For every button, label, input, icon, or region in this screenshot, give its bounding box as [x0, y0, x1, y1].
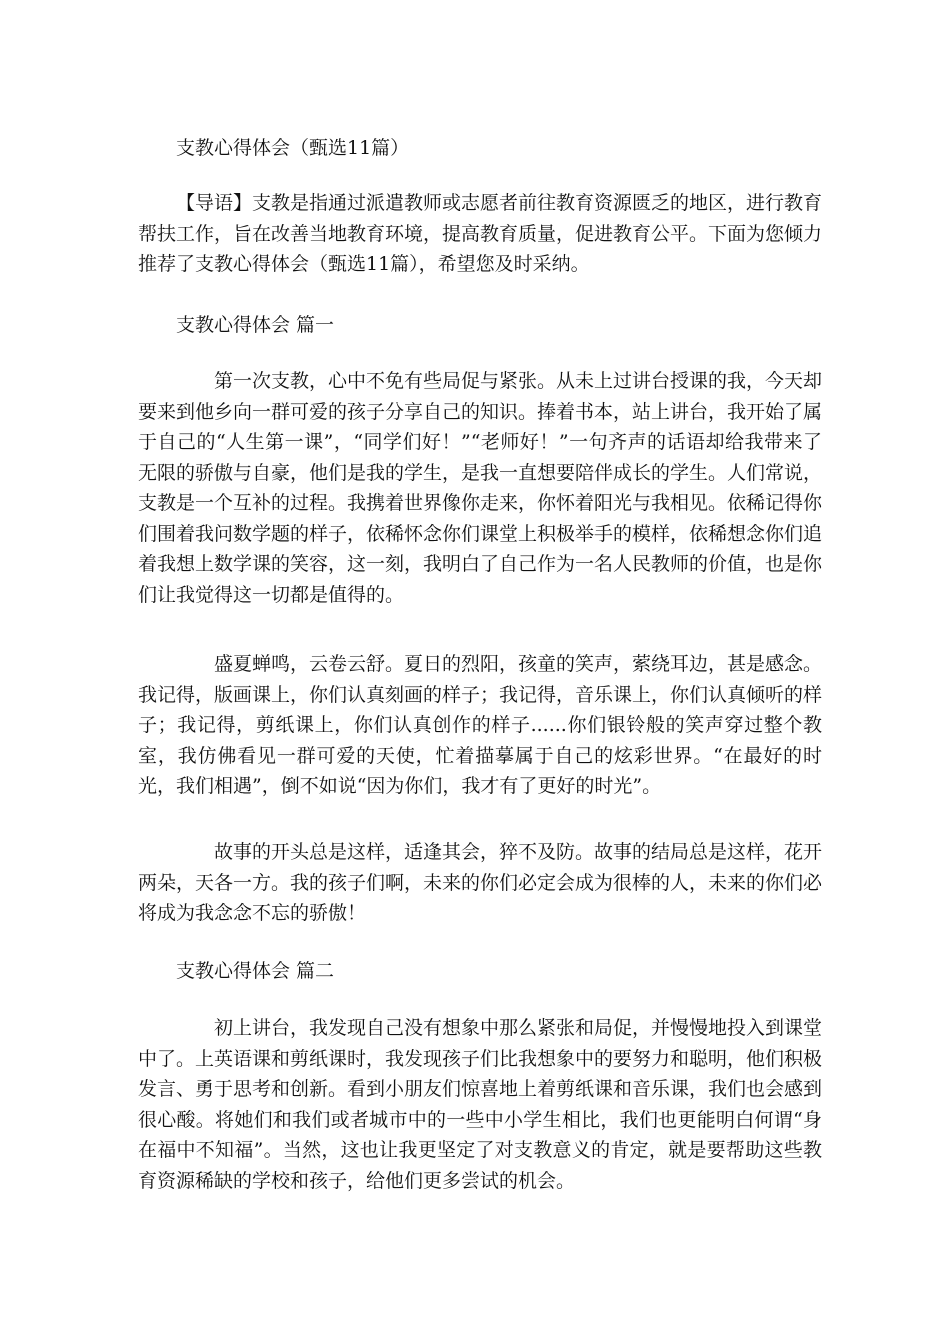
section1-paragraph-2: 盛夏蝉鸣，云卷云舒。夏日的烈阳，孩童的笑声，萦绕耳边，甚是感念。我记得，版画课上，你们认真刻画的样子；我记得，音乐课上，你们认真倾听的样子；我记得，剪纸课上，你们认真创作的样子......你们银铃般的笑声穿过整个教室，我仿佛看见一群可爱的天使，忙着描摹属于自己的炫彩世界。“在最好的时光，我们相遇”，倒不如说“因为你们，我才有了更好的时光”。	[138, 653, 823, 797]
section1-paragraph-1: 第一次支教，心中不免有些局促与紧张。从未上过讲台授课的我，今天却要来到他乡向一群可爱的孩子分享自己的知识。捧着书本，站上讲台，我开始了属于自己的“人生第一课”，“同学们好！”“老师好！”一句齐声的话语却给我带来了无限的骄傲与自豪，他们是我的学生，是我一直想要陪伴成长的学生。人们常说，支教是一个互补的过程。我携着世界像你走来，你怀着阳光与我相见。依稀记得你们围着我问数学题的样子，依稀怀念你们课堂上积极举手的模样，依稀想念你们追着我想上数学课的笑容，这一刻，我明白了自己作为一名人民教师的价值，也是你们让我觉得这一切都是值得的。	[138, 370, 823, 606]
section-heading-1: 支教心得体会 篇一	[176, 314, 335, 336]
document-title: 支教心得体会（甄选11篇）	[176, 137, 410, 159]
section-heading-2: 支教心得体会 篇二	[176, 960, 335, 982]
section1-paragraph-3: 故事的开头总是这样，适逢其会，猝不及防。故事的结局总是这样，花开两朵，天各一方。我的孩子们啊，未来的你们必定会成为很棒的人，未来的你们必将成为我念念不忘的骄傲！	[138, 841, 823, 924]
section2-paragraph-1: 初上讲台，我发现自己没有想象中那么紧张和局促，并慢慢地投入到课堂中了。上英语课和剪纸课时，我发现孩子们比我想象中的要努力和聪明，他们积极发言、勇于思考和创新。看到小朋友们惊喜地上着剪纸课和音乐课，我们也会感到很心酸。将她们和我们或者城市中的一些中小学生相比，我们也更能明白何谓“身在福中不知福”。当然，这也让我更坚定了对支教意义的肯定，就是要帮助这些教育资源稀缺的学校和孩子，给他们更多尝试的机会。	[138, 1017, 823, 1192]
intro-paragraph: 【导语】支教是指通过派遣教师或志愿者前往教育资源匮乏的地区，进行教育帮扶工作，旨在改善当地教育环境，提高教育质量，促进教育公平。下面为您倾力推荐了支教心得体会（甄选11篇），希望您及时采纳。	[138, 192, 823, 275]
